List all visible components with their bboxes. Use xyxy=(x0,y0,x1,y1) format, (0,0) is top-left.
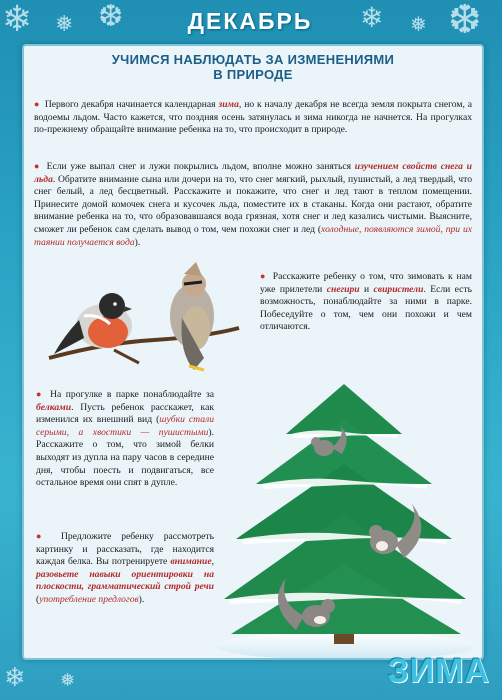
snowflake-icon: ❅ xyxy=(55,12,74,37)
paragraph-text: , но к началу декабря не всегда земля покрыта снегом, а водоемы льдом. Часто кажется, что поздняя осень затянулась и зима никогда не начнется. На прогулках по-прежнему обращайте внимание ребенка на то, что происходит в природе. xyxy=(34,99,473,136)
bullet-icon: ● xyxy=(34,99,40,109)
snowflake-icon: ❄ xyxy=(4,663,26,693)
paragraph-text: . Если есть возможность, понаблюдайте за ними в парке. Побеседуйте о том, чем они похожи и чем отличаются. xyxy=(260,283,473,333)
section-title xyxy=(34,52,472,82)
emphasis-text: шубки стали серыми, а хвостики — пушистыми xyxy=(36,414,215,438)
snowflake-icon: ❅ xyxy=(60,670,76,691)
page-title: ДЕКАБРЬ xyxy=(187,8,313,34)
paragraph-text: Первого декабря начинается календарная xyxy=(44,99,219,110)
birds-illustration xyxy=(44,258,244,373)
emphasis-text: изучением свойств снега и льда xyxy=(34,161,473,185)
section-title-line: В ПРИРОДЕ xyxy=(213,67,293,82)
snowflake-icon: ❆ xyxy=(448,0,482,43)
emphasis-text: снегири xyxy=(326,283,360,295)
emphasis-text: свиристели xyxy=(373,283,424,295)
paragraph-text: На прогулке в парке понаблюдайте за xyxy=(50,389,214,400)
emphasis-text: белками xyxy=(36,401,72,413)
emphasis-text: употребление предлогов xyxy=(39,593,139,605)
paragraph-text: ). xyxy=(134,236,141,248)
bullet-icon: ● xyxy=(260,271,267,281)
paragraph-text: Если уже выпал снег и лужи покрылись льдом, вполне можно заняться xyxy=(46,161,355,172)
paragraph-text: ( xyxy=(36,593,40,605)
paragraph-birds xyxy=(260,270,472,334)
snowflake-icon: ❅ xyxy=(410,12,427,36)
emphasis-text: внимание xyxy=(170,556,212,568)
content-panel xyxy=(22,44,484,660)
paragraph-text: , xyxy=(211,556,214,568)
snowflake-icon: ❆ xyxy=(98,0,124,34)
paragraph-snow-ice xyxy=(34,160,472,249)
waxwing-bird xyxy=(170,262,214,370)
emphasis-text: разовьете навыки ориентировки на плоскости, грамматический строй речи xyxy=(36,568,214,593)
bullet-icon: ● xyxy=(36,531,50,541)
paragraph-text: ). xyxy=(138,593,145,605)
emphasis-text: холодные, появляются зимой, при их таянии получается вода xyxy=(34,223,473,248)
season-label: ЗИМА xyxy=(387,652,490,690)
branch xyxy=(114,350,139,363)
paragraph-text: Предложите ребенку рассмотреть картинку и рассказать, где находится каждая белка. Вы потренируете xyxy=(36,531,214,568)
paragraph-text: и xyxy=(359,283,374,295)
paragraph-winter-start xyxy=(34,98,472,137)
paragraph-squirrels xyxy=(36,388,214,490)
emphasis-text: зима xyxy=(218,99,239,110)
paragraph-text: . Обратите внимание сына или дочери на то, что снег мягкий, рыхлый, пушистый, а лед твердый, что снег белый, а лед бесцветный. Расскажите и покажите, что снег и лед тают в теплом помещении. Принесите домой комочек снега и кусочек льда, поместите их в стаканы. Когда они растают, обратите внимание ребенка на то, что образовавшаяся вода грязная, хотя снег и лед казались чистыми. Выясните, сможет ли ребенок сам сделать вывод о том, чем похожи снег и лед ( xyxy=(34,173,472,235)
snowflake-icon: ❄ xyxy=(360,1,384,34)
paragraph-text: . Пусть ребенок расскажет, как изменился их внешний вид ( xyxy=(36,401,214,426)
paragraph-text: ). Расскажите о том, что зимой белки выходят из дупла на пару часов в середине дня, чтобы поесть и подвигаться, все остальное время они спят в дупле. xyxy=(36,426,214,489)
bullet-icon: ● xyxy=(36,389,44,399)
paragraph-text: Расскажите ребенку о том, что зимовать к нам уже прилетели xyxy=(260,271,472,295)
section-title-line: УЧИМСЯ НАБЛЮДАТЬ ЗА ИЗМЕНЕНИЯМИ xyxy=(111,52,395,67)
snowflake-icon: ❄ xyxy=(2,0,33,40)
bullet-icon: ● xyxy=(34,161,41,171)
paragraph-picture-task xyxy=(36,530,214,607)
fir-tree-squirrels-illustration xyxy=(216,364,478,658)
